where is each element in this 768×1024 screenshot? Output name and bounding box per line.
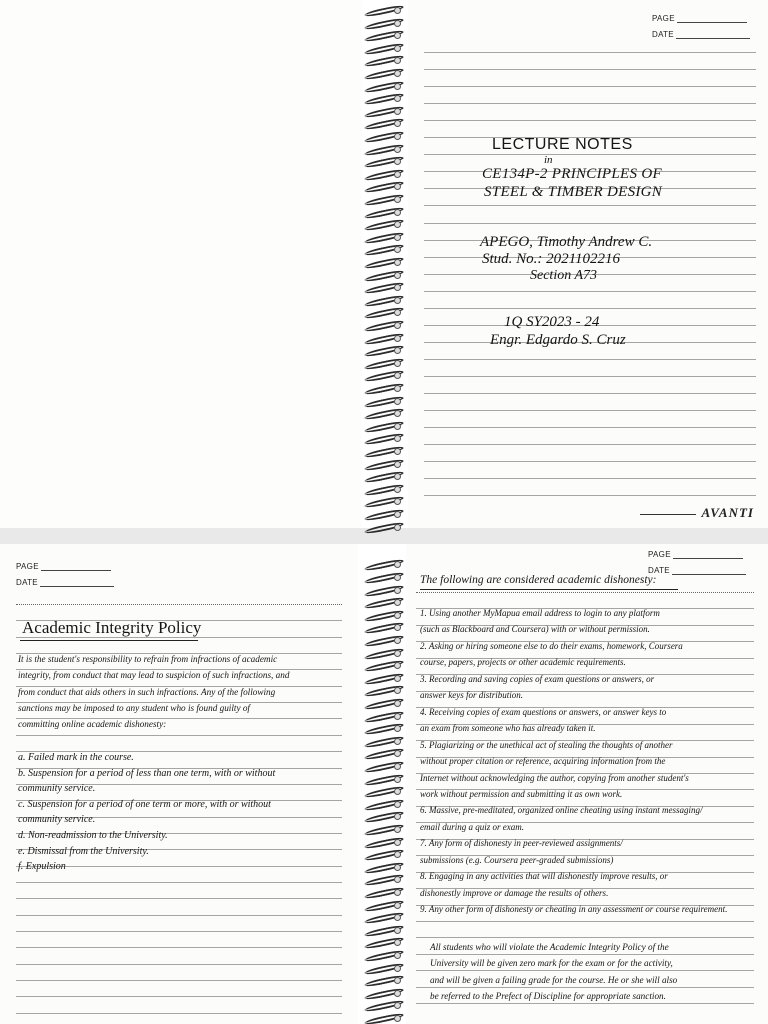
ruled-line: [416, 1003, 754, 1004]
spiral-coil: [364, 346, 404, 355]
date-field: DATE: [16, 578, 114, 587]
ruled-line: [424, 103, 756, 104]
ruled-line: [16, 915, 342, 916]
ruled-line: [16, 964, 342, 965]
ruled-line: [424, 86, 756, 87]
sanction-item: f. Expulsion: [18, 861, 66, 873]
spiral-coil: [364, 19, 404, 28]
sanction-item: c. Suspension for a period of one term or more, with or without: [18, 798, 271, 810]
dishonesty-item: 2. Asking or hiring someone else to do their exams, homework, Coursera: [420, 640, 683, 651]
spiral-coil: [364, 762, 404, 771]
ruled-line: [424, 120, 756, 121]
sanction-item: d. Non-readmission to the University.: [18, 830, 168, 841]
spiral-coil: [364, 132, 404, 141]
spiral-coil: [364, 94, 404, 103]
spiral-coil: [364, 321, 404, 330]
spiral-coil: [364, 926, 404, 935]
spiral-coil: [364, 712, 404, 721]
page-number-field: PAGE: [16, 562, 111, 571]
student-number: Stud. No.: 2021102216: [482, 251, 621, 267]
ruled-line: [424, 69, 756, 70]
policy-heading-underline: [20, 640, 198, 641]
spiral-coil: [364, 359, 404, 368]
policy-heading: Academic Integrity Policy: [22, 618, 202, 637]
spiral-coil: [364, 56, 404, 65]
spiral-coil: [364, 976, 404, 985]
sanction-item: a. Failed mark in the course.: [18, 752, 134, 763]
closing-statement-line: All students who will violate the Academic Integrity Policy of the: [430, 942, 669, 952]
school-term: 1Q SY2023 - 24: [504, 314, 600, 330]
spiral-coil: [364, 787, 404, 796]
spiral-coil: [364, 422, 404, 431]
closing-statement-line: University will be given zero mark for the exam or for the activity,: [430, 958, 673, 969]
sanction-item: community service.: [18, 814, 96, 826]
spiral-coil: [364, 371, 404, 380]
section: Section A73: [530, 268, 598, 283]
spiral-coil: [364, 145, 404, 154]
dishonesty-item: submissions (e.g. Coursera peer-graded submissions): [420, 854, 614, 865]
dishonesty-item: 5. Plagiarizing or the unethical act of stealing the thoughts of another: [420, 739, 673, 750]
ruled-line: [424, 291, 756, 292]
spiral-coil: [364, 182, 404, 191]
ruled-line: [16, 947, 342, 948]
spiral-coil: [364, 699, 404, 708]
spiral-coil: [364, 308, 404, 317]
dishonesty-item: answer keys for distribution.: [420, 690, 523, 701]
ruled-line: [424, 478, 756, 479]
ruled-line: [16, 882, 342, 883]
policy-intro-line: integrity, from conduct that may lead to suspicion of such infractions, and: [18, 670, 290, 681]
spiral-coil: [364, 938, 404, 947]
ruled-line: [424, 410, 756, 411]
spiral-coil: [364, 850, 404, 859]
spiral-coil: [364, 485, 404, 494]
ruled-line: [424, 359, 756, 360]
spiral-coil: [364, 964, 404, 973]
spiral-coil: [364, 6, 404, 15]
spiral-coil: [364, 586, 404, 595]
spiral-coil: [364, 69, 404, 78]
spiral-coil: [364, 82, 404, 91]
spiral-coil: [364, 460, 404, 469]
page-number-field: PAGE: [652, 14, 747, 23]
dishonesty-heading-underline: [420, 589, 678, 590]
notebook-brand-logo: AVANTI: [701, 505, 754, 520]
spiral-coil: [364, 838, 404, 847]
date-field: DATE: [648, 566, 746, 575]
student-name: APEGO, Timothy Andrew C.: [480, 234, 653, 250]
spiral-coil: [364, 724, 404, 733]
spiral-coil: [364, 107, 404, 116]
policy-intro-line: It is the student's responsibility to refrain from infractions of academic: [18, 654, 278, 664]
dishonesty-item: 7. Any form of dishonesty in peer-reviewed assignments/: [420, 838, 623, 849]
ruled-line: [16, 735, 342, 736]
dishonesty-item: dishonestly improve or damage the results of others.: [420, 887, 609, 898]
spiral-coil: [364, 296, 404, 305]
dishonesty-item: an exam from someone who has already taken it.: [420, 723, 596, 734]
spiral-coil: [364, 825, 404, 834]
spiral-coil: [364, 397, 404, 406]
spiral-coil: [364, 573, 404, 582]
notes-title: LECTURE NOTES: [492, 136, 633, 153]
spiral-coil: [364, 674, 404, 683]
ruled-line: [424, 52, 756, 53]
ruled-line: [16, 996, 342, 997]
spiral-coil: [364, 472, 404, 481]
spiral-coil: [364, 245, 404, 254]
dishonesty-item: work without permission and submitting it as own work.: [420, 788, 623, 799]
ruled-line: [424, 376, 756, 377]
dishonesty-item: 6. Massive, pre-meditated, organized online cheating using instant messaging/: [420, 805, 703, 816]
dishonesty-item: 8. Engaging in any activities that will dishonestly improve results, or: [420, 871, 668, 882]
brand-divider: [640, 514, 696, 515]
ruled-line: [16, 931, 342, 932]
spiral-coil: [364, 636, 404, 645]
spiral-coil: [364, 157, 404, 166]
spiral-coil: [364, 1014, 404, 1023]
spiral-coil: [364, 334, 404, 343]
spiral-coil: [364, 623, 404, 632]
spiral-coil: [364, 888, 404, 897]
spiral-coil: [364, 258, 404, 267]
ruled-line: [416, 987, 754, 988]
ruled-line: [424, 461, 756, 462]
spiral-coil: [364, 220, 404, 229]
spiral-coil: [364, 737, 404, 746]
spiral-coil: [364, 523, 404, 532]
dishonesty-item: 9. Any other form of dishonesty or cheating in any assessment or course requirement.: [420, 904, 728, 915]
sanction-item: e. Dismissal from the University.: [18, 845, 149, 857]
ruled-line: [424, 495, 756, 496]
ruled-line: [416, 592, 754, 593]
spiral-coil: [364, 913, 404, 922]
notes-title-in: in: [544, 154, 553, 166]
page-number-field: PAGE: [648, 550, 743, 559]
spiral-coil: [364, 875, 404, 884]
spiral-coil: [364, 409, 404, 418]
policy-intro-line: sanctions may be imposed to any student who is found guilty of: [18, 703, 250, 714]
instructor-name: Engr. Edgardo S. Cruz: [490, 332, 626, 348]
blank-page: [0, 0, 362, 528]
spiral-coil: [364, 611, 404, 620]
closing-statement-line: be referred to the Prefect of Discipline for appropriate sanction.: [430, 991, 666, 1002]
spiral-coil: [364, 31, 404, 40]
spiral-coil: [364, 598, 404, 607]
ruled-line: [416, 954, 754, 955]
course-title-line1: CE134P-2 PRINCIPLES OF: [482, 166, 662, 182]
cover-page: [408, 0, 768, 528]
spiral-binding: [360, 0, 410, 1024]
spiral-coil: [364, 119, 404, 128]
spiral-coil: [364, 195, 404, 204]
spiral-coil: [364, 44, 404, 53]
ruled-line: [16, 980, 342, 981]
spiral-coil: [364, 812, 404, 821]
dishonesty-page: [406, 544, 768, 1024]
dishonesty-item: 4. Receiving copies of exam questions or answers, or answer keys to: [420, 706, 667, 717]
dishonesty-item: (such as Blackboard and Coursera) with or without permission.: [420, 624, 650, 635]
spiral-coil: [364, 170, 404, 179]
spiral-coil: [364, 447, 404, 456]
spiral-coil: [364, 208, 404, 217]
course-title-line2: STEEL & TIMBER DESIGN: [484, 184, 663, 200]
spiral-coil: [364, 800, 404, 809]
spiral-coil: [364, 989, 404, 998]
dishonesty-item: 3. Recording and saving copies of exam questions or answers, or: [420, 673, 655, 684]
spiral-coil: [364, 283, 404, 292]
spiral-coil: [364, 863, 404, 872]
ruled-line: [424, 205, 756, 206]
spiral-coil: [364, 233, 404, 242]
spiral-coil: [364, 384, 404, 393]
spiral-coil: [364, 661, 404, 670]
ruled-line: [416, 970, 754, 971]
date-field: DATE: [652, 30, 750, 39]
spiral-coil: [364, 560, 404, 569]
dishonesty-item: course, papers, projects or other academic requirements.: [420, 657, 626, 668]
dishonesty-item: Internet without acknowledging the author, copying from another student's: [420, 772, 689, 783]
spiral-coil: [364, 271, 404, 280]
dishonesty-item: email during a quiz or exam.: [420, 821, 524, 832]
spiral-coil: [364, 1001, 404, 1010]
sanction-item: b. Suspension for a period of less than one term, with or without: [18, 767, 276, 779]
ruled-line: [424, 154, 756, 155]
spiral-coil: [364, 775, 404, 784]
spiral-coil: [364, 434, 404, 443]
policy-intro-line: committing online academic dishonesty:: [18, 719, 167, 730]
ruled-line: [424, 444, 756, 445]
spiral-coil: [364, 749, 404, 758]
dishonesty-item: without proper citation or reference, acquiring information from the: [420, 756, 666, 767]
ruled-line: [424, 223, 756, 224]
spiral-coil: [364, 649, 404, 658]
ruled-line: [16, 898, 342, 899]
ruled-line: [416, 937, 754, 938]
ruled-line: [16, 604, 342, 605]
sanction-item: community service.: [18, 783, 96, 795]
spiral-coil: [364, 901, 404, 910]
spiral-coil: [364, 497, 404, 506]
ruled-line: [416, 921, 754, 922]
ruled-line: [16, 1013, 342, 1014]
policy-page: [0, 544, 358, 1024]
ruled-line: [424, 393, 756, 394]
dishonesty-heading: The following are considered academic dishonesty:: [420, 574, 657, 586]
closing-statement-line: and will be given a failing grade for the course. He or she will also: [430, 974, 678, 985]
ruled-line: [424, 427, 756, 428]
ruled-line: [424, 308, 756, 309]
spiral-coil: [364, 951, 404, 960]
spiral-coil: [364, 686, 404, 695]
policy-intro-line: from conduct that aids others in such infractions. Any of the following: [18, 686, 276, 697]
spiral-coil: [364, 510, 404, 519]
dishonesty-item: 1. Using another MyMapua email address to login to any platform: [420, 608, 660, 618]
